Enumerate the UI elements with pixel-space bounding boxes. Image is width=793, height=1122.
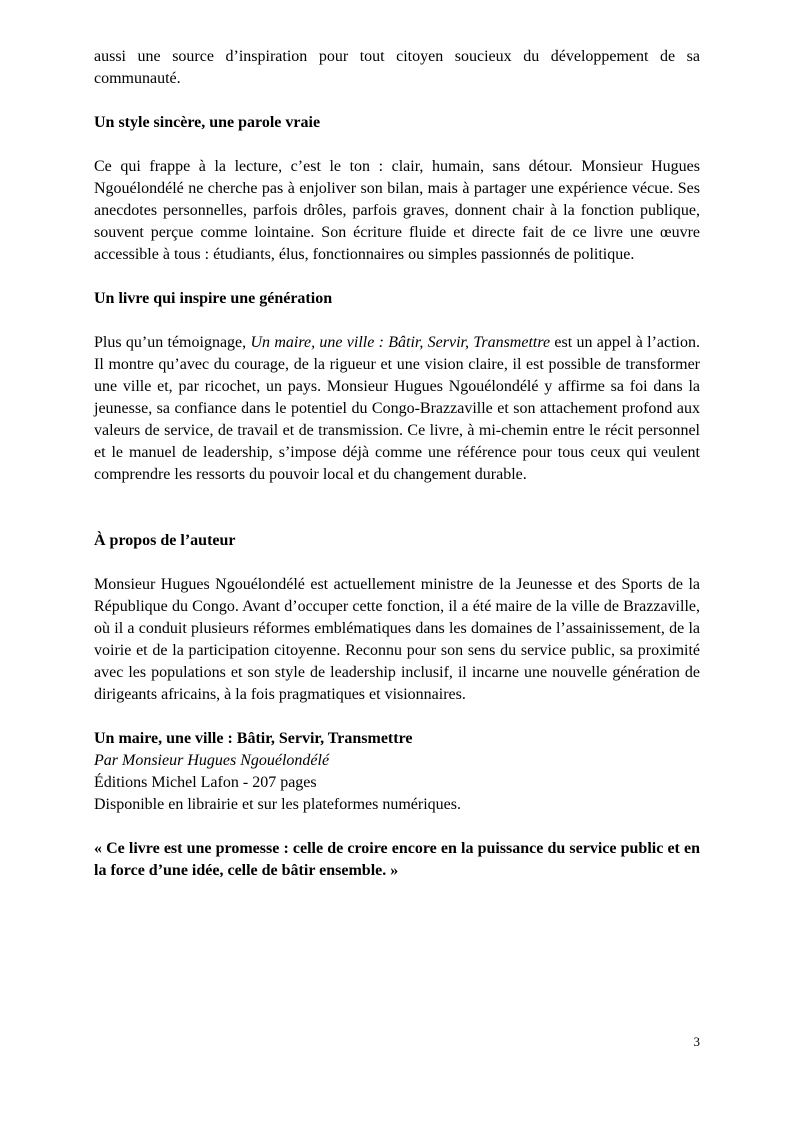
paragraph-intro-continuation: aussi une source d’inspiration pour tout citoyen soucieux du développement de sa communauté. bbox=[94, 48, 700, 87]
paragraph-generation-rest: est un appel à l’action. Il montre qu’avec du courage, de la rigueur et une vision claire, il est possible de transformer une ville et, par ricochet, un pays. Monsieur Hugues Ngouélondélé y affirme sa foi dans la jeunesse, sa confiance dans le potentiel du Congo-Brazzaville et son attachement profond aux valeurs de service, de travail et de transmission. Ce livre, à mi-chemin entre le récit personnel et le manuel de leadership, s’impose déjà comme une référence pour tous ceux qui veulent comprendre les ressorts du pouvoir local et du changement durable. bbox=[94, 334, 701, 483]
book-title-italic: Un maire, une ville : Bâtir, Servir, Transmettre bbox=[250, 334, 551, 351]
page-footer bbox=[94, 1034, 700, 1050]
book-info-publisher: Éditions Michel Lafon - 207 pages bbox=[94, 774, 317, 791]
heading-livre-generation: Un livre qui inspire une génération bbox=[94, 290, 333, 307]
paragraph-generation bbox=[94, 332, 700, 486]
paragraph-generation-lead: Plus qu’un témoignage, bbox=[94, 334, 251, 351]
paragraph-author-bio: Monsieur Hugues Ngouélondélé est actuellement ministre de la Jeunesse et des Sports de la République du Congo. Avant d’occuper cette fonction, il a été maire de la ville de Brazzaville, où il a conduit plusieurs réformes emblématiques dans les domaines de l’assainissement, de la voirie et de la participation citoyenne. Reconnu pour son sens du service public, sa proximité avec les populations et son style de leadership inclusif, il incarne une nouvelle génération de dirigeants africains, à la fois pragmatiques et visionnaires. bbox=[94, 576, 700, 703]
book-info-title: Un maire, une ville : Bâtir, Servir, Transmettre bbox=[94, 730, 413, 747]
heading-style-sincere: Un style sincère, une parole vraie bbox=[94, 114, 321, 131]
book-info-author: Par Monsieur Hugues Ngouélondélé bbox=[94, 752, 330, 769]
book-info-availability: Disponible en librairie et sur les plateformes numériques. bbox=[94, 796, 462, 813]
document-content bbox=[94, 46, 700, 904]
book-info-block bbox=[94, 728, 700, 816]
closing-quote: « Ce livre est une promesse : celle de croire encore en la puissance du service public et en la force d’une idée, celle de bâtir ensemble. » bbox=[94, 840, 700, 879]
paragraph-style: Ce qui frappe à la lecture, c’est le ton : clair, humain, sans détour. Monsieur Hugues Ngouélondélé ne cherche pas à enjoliver son bilan, mais à partager une expérience vécue. Ses anecdotes personnelles, parfois drôles, parfois graves, donnent chair à la fonction publique, souvent perçue comme lointaine. Son écriture fluide et directe fait de ce livre une œuvre accessible à tous : étudiants, élus, fonctionnaires ou simples passionnés de politique. bbox=[94, 158, 700, 263]
heading-about-author: À propos de l’auteur bbox=[94, 532, 236, 549]
page-number: 3 bbox=[693, 1034, 700, 1049]
